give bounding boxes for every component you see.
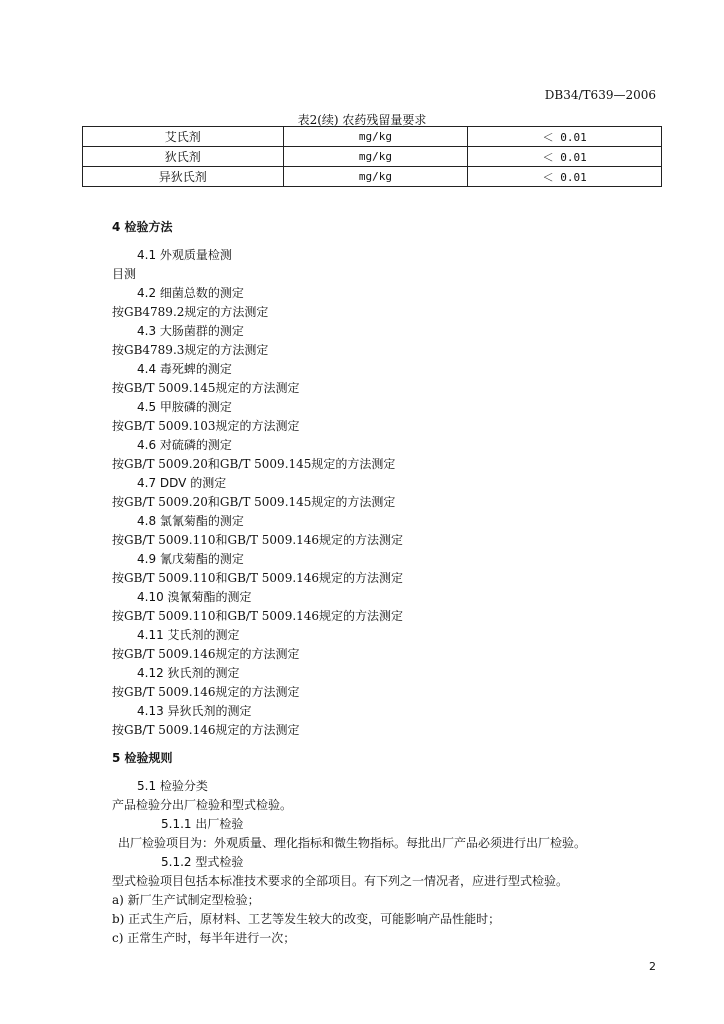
- subsection-text: 产品检验分出厂检验和型式检验。: [112, 798, 293, 812]
- residue-limit: ＜ 0.01: [468, 127, 662, 147]
- residue-name: 异狄氏剂: [83, 167, 284, 187]
- list-item: a) 新厂生产试制定型检验；: [112, 893, 260, 907]
- list-item: b) 正式生产后，原材料、工艺等发生较大的改变，可能影响产品性能时；: [112, 912, 501, 926]
- subsection-title: 4.12 狄氏剂的测定: [137, 666, 240, 680]
- table-row: [83, 127, 662, 147]
- subsection-text: 按GB4789.2规定的方法测定: [112, 305, 269, 319]
- subsection-text: 按GB/T 5009.145规定的方法测定: [112, 381, 300, 395]
- subsection-text: 按GB/T 5009.146规定的方法测定: [112, 723, 300, 737]
- subsection-text: 按GB/T 5009.110和GB/T 5009.146规定的方法测定: [112, 571, 404, 585]
- residue-unit: mg/kg: [283, 167, 468, 187]
- subsection-title: 4.10 溴氰菊酯的测定: [137, 590, 252, 604]
- page-number: 2: [649, 960, 656, 973]
- subsubsection-title: 5.1.1 出厂检验: [161, 817, 244, 831]
- residue-unit: mg/kg: [283, 147, 468, 167]
- subsection-title: 4.7 DDV 的测定: [137, 476, 227, 490]
- residue-name: 狄氏剂: [83, 147, 284, 167]
- subsection-text: 按GB/T 5009.146规定的方法测定: [112, 685, 300, 699]
- subsection-text: 按GB/T 5009.110和GB/T 5009.146规定的方法测定: [112, 533, 404, 547]
- subsection-title: 4.2 细菌总数的测定: [137, 286, 244, 300]
- subsection-text: 按GB/T 5009.20和GB/T 5009.145规定的方法测定: [112, 495, 396, 509]
- subsection-title: 4.11 艾氏剂的测定: [137, 628, 240, 642]
- section-4-heading: 4 检验方法: [112, 220, 173, 234]
- subsection-text: 按GB/T 5009.20和GB/T 5009.145规定的方法测定: [112, 457, 396, 471]
- subsection-text: 型式检验项目包括本标准技术要求的全部项目。有下列之一情况者，应进行型式检验。: [112, 874, 569, 888]
- section-5-heading: 5 检验规则: [112, 751, 173, 765]
- table-caption: 表2(续) 农药残留量要求: [297, 113, 427, 127]
- residue-limit: ＜ 0.01: [468, 167, 662, 187]
- subsection-text: 按GB/T 5009.110和GB/T 5009.146规定的方法测定: [112, 609, 404, 623]
- table-row: [83, 147, 662, 167]
- pesticide-residue-table: [82, 126, 662, 187]
- subsection-text: 出厂检验项目为：外观质量、理化指标和微生物指标。每批出厂产品必须进行出厂检验。: [118, 836, 587, 850]
- list-item: c) 正常生产时，每半年进行一次；: [112, 931, 296, 945]
- document-code: DB34/T639—2006: [544, 88, 656, 102]
- subsection-text: 按GB/T 5009.146规定的方法测定: [112, 647, 300, 661]
- subsection-title: 4.5 甲胺磷的测定: [137, 400, 232, 414]
- residue-unit: mg/kg: [283, 127, 468, 147]
- subsection-title: 4.1 外观质量检测: [137, 248, 232, 262]
- subsection-title: 4.3 大肠菌群的测定: [137, 324, 244, 338]
- subsection-title: 4.8 氯氰菊酯的测定: [137, 514, 244, 528]
- subsection-title: 4.9 氰戊菊酯的测定: [137, 552, 244, 566]
- table-row: [83, 167, 662, 187]
- subsection-title: 5.1 检验分类: [137, 779, 208, 793]
- subsection-text: 按GB4789.3规定的方法测定: [112, 343, 269, 357]
- residue-limit: ＜ 0.01: [468, 147, 662, 167]
- residue-name: 艾氏剂: [83, 127, 284, 147]
- subsection-title: 4.13 异狄氏剂的测定: [137, 704, 252, 718]
- subsection-title: 4.6 对硫磷的测定: [137, 438, 232, 452]
- subsection-text: 按GB/T 5009.103规定的方法测定: [112, 419, 300, 433]
- subsection-text: 目测: [112, 267, 137, 281]
- subsubsection-title: 5.1.2 型式检验: [161, 855, 244, 869]
- subsection-title: 4.4 毒死蜱的测定: [137, 362, 232, 376]
